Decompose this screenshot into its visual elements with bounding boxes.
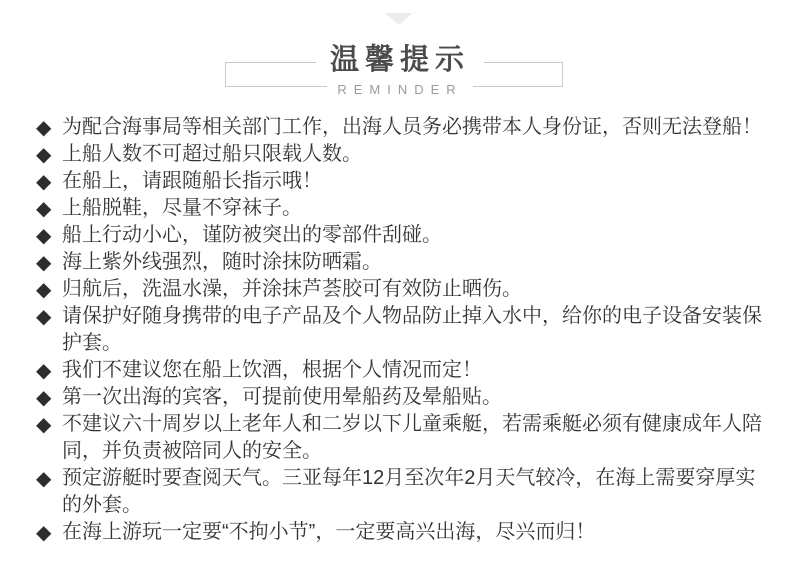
list-item bbox=[36, 195, 772, 222]
subtitle-row bbox=[0, 81, 800, 99]
diamond-bullet-icon: ◆ bbox=[36, 250, 52, 274]
reminder-text: 在船上，请跟随船长指示哦！ bbox=[62, 170, 322, 192]
reminder-text: 在海上游玩一定要“不拘小节”，一定要高兴出海，尽兴而归！ bbox=[62, 521, 596, 543]
diamond-bullet-icon: ◆ bbox=[36, 169, 52, 193]
page-title: 温馨提示 bbox=[316, 43, 484, 77]
reminder-text: 不建议六十周岁以上老年人和二岁以下儿童乘艇，若需乘艇必须有健康成年人陪同，并负责被陪同人的安全。 bbox=[62, 413, 762, 462]
diamond-bullet-icon: ◆ bbox=[36, 412, 52, 436]
reminder-text: 第一次出海的宾客，可提前使用晕船药及晕船贴。 bbox=[62, 386, 502, 408]
diamond-bullet-icon: ◆ bbox=[36, 196, 52, 220]
reminder-list bbox=[36, 114, 772, 546]
diamond-bullet-icon: ◆ bbox=[36, 520, 52, 544]
list-item bbox=[36, 519, 772, 546]
reminder-text: 为配合海事局等相关部门工作，出海人员务必携带本人身份证，否则无法登船！ bbox=[62, 116, 762, 138]
list-item bbox=[36, 168, 772, 195]
list-item bbox=[36, 303, 772, 357]
header bbox=[0, 0, 800, 112]
list-item bbox=[36, 114, 772, 141]
list-item bbox=[36, 384, 772, 411]
list-item bbox=[36, 276, 772, 303]
reminder-text: 船上行动小心，谨防被突出的零部件刮碰。 bbox=[62, 224, 442, 246]
reminder-text: 上船人数不可超过船只限载人数。 bbox=[62, 143, 362, 165]
diamond-bullet-icon: ◆ bbox=[36, 142, 52, 166]
diamond-bullet-icon: ◆ bbox=[36, 385, 52, 409]
list-item bbox=[36, 141, 772, 168]
list-item bbox=[36, 411, 772, 465]
reminder-text: 上船脱鞋，尽量不穿袜子。 bbox=[62, 197, 302, 219]
diamond-bullet-icon: ◆ bbox=[36, 466, 52, 490]
title-row bbox=[0, 43, 800, 77]
diamond-bullet-icon: ◆ bbox=[36, 358, 52, 382]
list-item bbox=[36, 222, 772, 249]
page-subtitle: REMINDER bbox=[327, 82, 472, 97]
diamond-bullet-icon: ◆ bbox=[36, 115, 52, 139]
reminder-text: 预定游艇时要查阅天气。三亚每年12月至次年2月天气较冷，在海上需要穿厚实的外套。 bbox=[62, 467, 756, 516]
reminder-text: 我们不建议您在船上饮酒，根据个人情况而定！ bbox=[62, 359, 482, 381]
list-item bbox=[36, 357, 772, 384]
diamond-bullet-icon: ◆ bbox=[36, 304, 52, 328]
list-item bbox=[36, 249, 772, 276]
diamond-bullet-icon: ◆ bbox=[36, 223, 52, 247]
list-item bbox=[36, 465, 772, 519]
diamond-bullet-icon: ◆ bbox=[36, 277, 52, 301]
reminder-text: 归航后，洗温水澡，并涂抹芦荟胶可有效防止晒伤。 bbox=[62, 278, 522, 300]
reminder-text: 请保护好随身携带的电子产品及个人物品防止掉入水中，给你的电子设备安装保护套。 bbox=[62, 305, 762, 354]
reminder-text: 海上紫外线强烈，随时涂抹防晒霜。 bbox=[62, 251, 382, 273]
